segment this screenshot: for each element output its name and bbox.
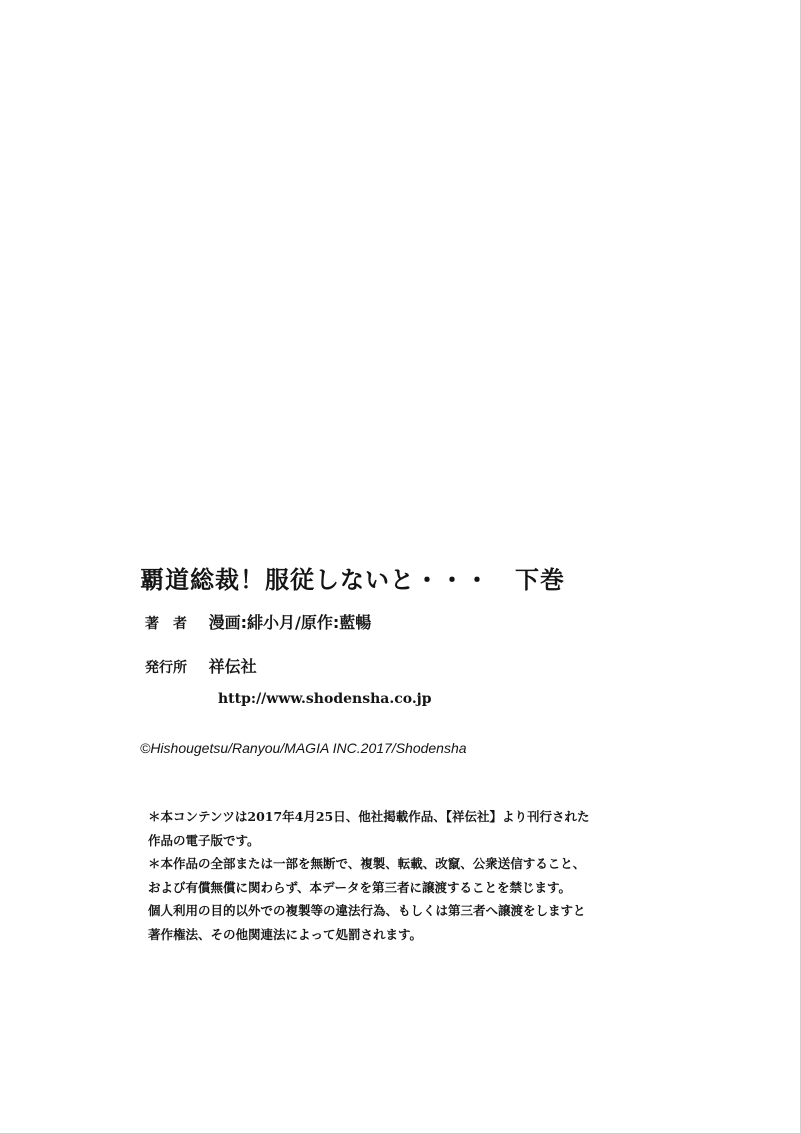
publisher-label: 発行所: [145, 660, 187, 676]
author-label: 著者: [145, 616, 201, 632]
legal-note-line: ＊本コンテンツは2017年4月25日、他社掲載作品、【祥伝社】より刊行された: [148, 809, 590, 824]
author-row: [145, 610, 371, 633]
legal-note-line: 個人利用の目的以外での複製等の違法行為、もしくは第三者へ譲渡をしますと: [148, 903, 586, 918]
book-title: 覇道総裁！服従しないと・・・ 下巻: [140, 566, 565, 594]
legal-note-line: ＊本作品の全部または一部を無断で、複製、転載、改竄、公衆送信すること、: [148, 856, 586, 871]
legal-notes: [148, 805, 708, 946]
publisher-row: [145, 654, 257, 677]
legal-note-line: 作品の電子版です。: [148, 832, 260, 848]
author-value: 漫画:緋小月/原作:藍暢: [208, 613, 372, 632]
legal-note-line: および有償無償に関わらず、本データを第三者に譲渡することを禁じます。: [148, 879, 572, 895]
publisher-value: 祥伝社: [208, 657, 257, 676]
publisher-url: http://www.shodensha.co.jp: [218, 691, 432, 707]
legal-note-line: 著作権法、その他関連法によって処罰されます。: [148, 926, 423, 942]
copyright-notice: ©Hishougetsu/Ranyou/MAGIA INC.2017/Shodensha: [140, 740, 467, 756]
